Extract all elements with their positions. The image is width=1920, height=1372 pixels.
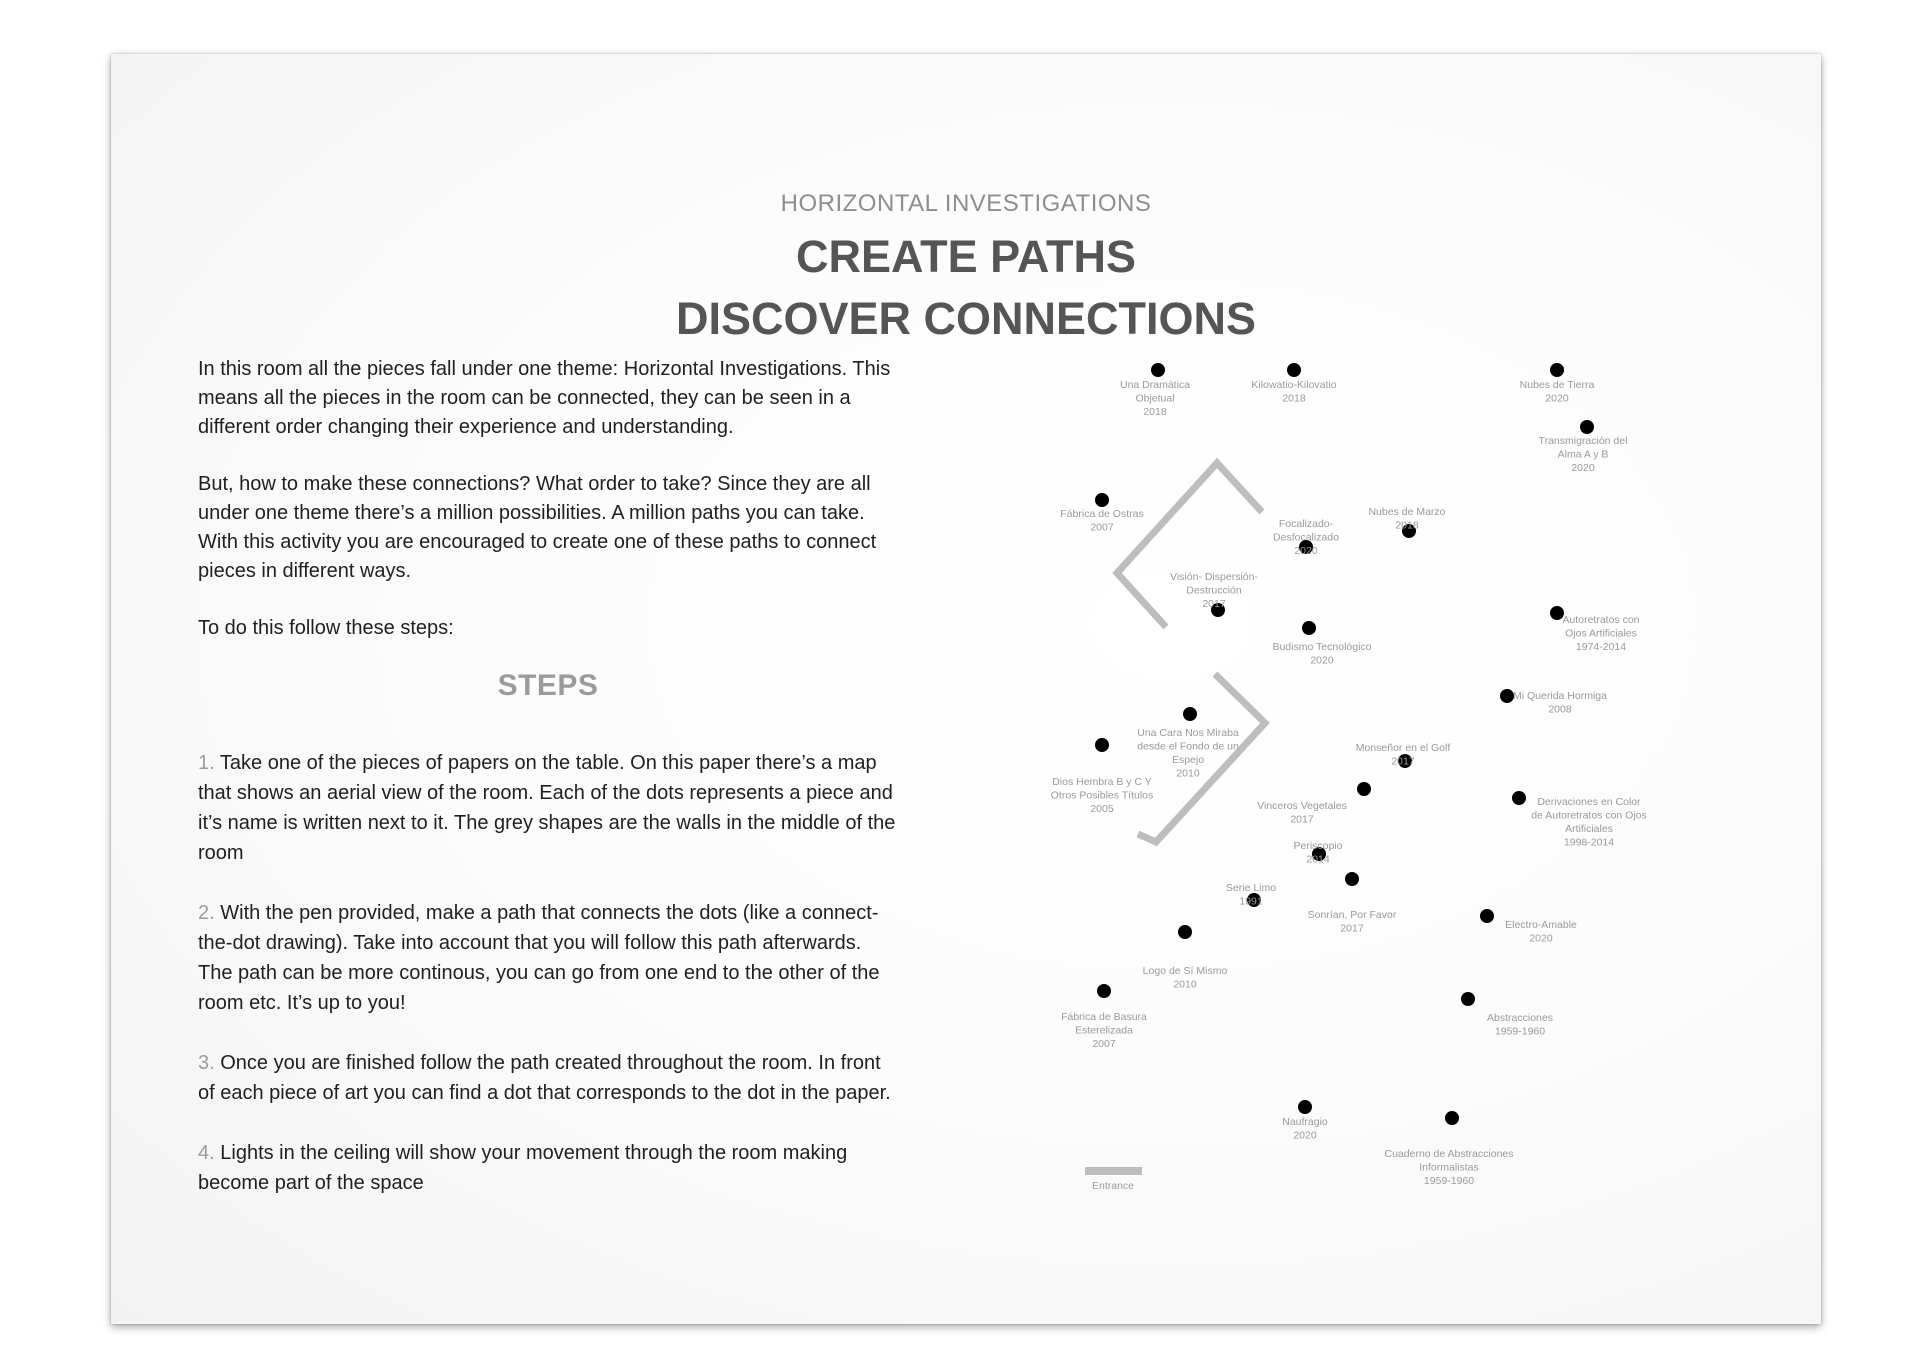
entrance-label: Entrance <box>1091 1180 1135 1192</box>
intro-paragraph-1: In this room all the pieces fall under one theme: Horizontal Investigations. This means all the pieces in the room can be connected, they can be seen in a different order changing their experience and understanding. <box>198 358 891 438</box>
piece-label: Alma A y B <box>1557 448 1609 461</box>
piece-dot <box>1095 493 1109 507</box>
step-text: With the pen provided, make a path that connects the dots (like a connect-the-dot drawing). Take into account that you will follow this path afterwards. The path can be more continous, you can go from one end to the other of the room etc. It’s up to you! <box>198 902 880 1014</box>
piece-label: 2020 <box>1293 1129 1317 1142</box>
piece-dot <box>1095 738 1109 752</box>
piece-label: 2018 <box>1282 392 1306 405</box>
map-piece <box>1368 506 1445 538</box>
piece-dot <box>1512 791 1526 805</box>
piece-label: 2018 <box>1143 406 1167 418</box>
piece-label: desde el Fondo de un <box>1137 740 1239 753</box>
piece-label: Visión- Dispersión- <box>1170 571 1258 583</box>
piece-dot <box>1550 363 1564 377</box>
piece-label: Sonrían, Por Favor <box>1307 909 1397 921</box>
map-piece <box>1293 840 1342 866</box>
map-piece <box>1272 621 1371 667</box>
piece-dot <box>1097 984 1111 998</box>
piece-label: Fábrica de Basura <box>1061 1011 1147 1023</box>
piece-label: Una Dramática <box>1119 379 1191 391</box>
piece-label: Transmigración del <box>1538 435 1628 447</box>
piece-label: Focalizado- <box>1278 518 1334 530</box>
map-piece <box>1385 1111 1514 1187</box>
piece-label: Vinceros Vegetales <box>1257 800 1347 812</box>
piece-label: 2020 <box>1310 654 1334 667</box>
piece-label: Ojos Artificiales <box>1565 627 1637 640</box>
piece-dot <box>1445 1111 1459 1125</box>
piece-label: Serie Limo <box>1225 882 1277 894</box>
piece-label: 2010 <box>1176 767 1200 780</box>
piece-label: Informalistas <box>1419 1161 1479 1174</box>
map-piece <box>1308 872 1397 935</box>
map-piece <box>1539 420 1628 474</box>
map-piece <box>1550 606 1640 653</box>
piece-dot <box>1580 420 1594 434</box>
map-piece <box>1061 984 1147 1050</box>
piece-label: 2020 <box>1529 932 1553 945</box>
piece-label: 1991 <box>1239 895 1263 908</box>
map-piece <box>1060 493 1143 534</box>
piece-dot <box>1500 689 1514 703</box>
piece-label: Espejo <box>1171 754 1205 766</box>
map-piece <box>1356 742 1451 768</box>
piece-label: 2005 <box>1090 803 1114 815</box>
step-number: 2. <box>198 902 215 924</box>
map-piece <box>1120 363 1190 418</box>
step-number: 3. <box>198 1052 215 1074</box>
piece-dot <box>1357 782 1371 796</box>
map-piece <box>1226 882 1276 908</box>
map-piece <box>1251 363 1336 405</box>
piece-label: Mi Querida Hormiga <box>1513 690 1607 702</box>
piece-label: Dios Hembra B y C Y <box>1052 776 1152 788</box>
piece-dot <box>1480 909 1494 923</box>
piece-label: 2020 <box>1571 462 1595 474</box>
piece-label: 2020 <box>1545 392 1569 405</box>
intro-paragraph-2: But, how to make these connections? What order to take? Since they are all under one theme there’s a million possibilities. A million paths you can take. With this activity you are encouraged to create one of these paths to connect pieces in different ways. <box>198 473 877 582</box>
piece-label: 2020 <box>1294 545 1318 557</box>
piece-label: Nubes de Tierra <box>1519 379 1595 391</box>
map-piece <box>1500 689 1607 716</box>
piece-dot <box>1287 363 1301 377</box>
piece-label: Logo de Sí Mismo <box>1142 965 1228 977</box>
piece-label: 2017 <box>1340 922 1364 935</box>
piece-label: 2007 <box>1092 1038 1116 1050</box>
piece-label: 2017 <box>1290 813 1314 826</box>
piece-label: 2008 <box>1548 703 1572 716</box>
piece-label: 2017 <box>1391 755 1415 768</box>
piece-label: 1998-2014 <box>1563 836 1615 849</box>
piece-dot <box>1302 621 1316 635</box>
intro-paragraph-3: To do this follow these steps: <box>198 617 454 639</box>
map-piece <box>1461 992 1553 1038</box>
piece-dot <box>1298 1100 1312 1114</box>
step-text: Once you are finished follow the path created throughout the room. In front of each piece of art you can find a dot that corresponds to the dot in the paper. <box>198 1052 891 1104</box>
piece-label: Autoretratos con <box>1562 614 1640 626</box>
piece-label: Periscopio <box>1293 840 1343 852</box>
step-number: 1. <box>198 752 215 774</box>
kicker-text: HORIZONTAL INVESTIGATIONS <box>780 190 1152 217</box>
piece-label: Kilowatio-Kilovatio <box>1251 379 1337 391</box>
piece-dot <box>1183 707 1197 721</box>
map-piece <box>1257 782 1371 826</box>
piece-label: Abstracciones <box>1487 1012 1553 1024</box>
piece-dot <box>1461 992 1475 1006</box>
piece-label: 2018 <box>1395 519 1419 532</box>
piece-label: 2017 <box>1202 598 1226 610</box>
step-number: 4. <box>198 1142 215 1164</box>
piece-label: 2007 <box>1090 521 1114 534</box>
piece-label: Cuaderno de Abstracciones <box>1384 1148 1514 1160</box>
piece-label: 1974-2014 <box>1575 641 1627 653</box>
piece-label: Esterelizada <box>1075 1024 1133 1037</box>
piece-label: Destrucción <box>1186 584 1242 597</box>
piece-label: Budismo Tecnológico <box>1272 641 1372 653</box>
piece-label: Otros Posibles Títulos <box>1050 789 1154 802</box>
piece-dot <box>1178 925 1192 939</box>
map-piece <box>1512 791 1647 849</box>
activity-sheet <box>111 54 1821 1324</box>
piece-label: Naufragio <box>1282 1116 1328 1128</box>
room-map <box>111 54 1821 1324</box>
piece-label: Nubes de Marzo <box>1368 506 1446 518</box>
piece-label: Derivaciones en Color <box>1537 796 1641 808</box>
step-text: Lights in the ceiling will show your movement through the room making become part of the space <box>198 1142 848 1194</box>
map-piece <box>1480 909 1577 945</box>
piece-label: Fábrica de Ostras <box>1060 508 1144 520</box>
piece-label: 2014 <box>1306 853 1330 866</box>
walls <box>1085 463 1265 1171</box>
piece-label: 1959-1960 <box>1423 1175 1475 1187</box>
piece-label: Objetual <box>1135 392 1175 405</box>
step-text: Take one of the pieces of papers on the table. On this paper there’s a map that shows an aerial view of the room. Each of the dots represents a piece and it’s name is written next to it. The grey shapes are the walls in the middle of the room <box>198 752 896 864</box>
piece-label: Una Cara Nos Miraba <box>1137 727 1239 739</box>
title-line-1: CREATE PATHS <box>795 231 1136 282</box>
piece-label: Artificiales <box>1565 823 1613 835</box>
pieces-layer <box>1051 363 1647 1187</box>
piece-dot <box>1151 363 1165 377</box>
piece-label: de Autoretratos con Ojos <box>1531 809 1647 822</box>
map-piece <box>1143 925 1228 991</box>
map-piece <box>1273 518 1339 557</box>
piece-label: Electro-Amable <box>1505 919 1577 931</box>
map-piece <box>1282 1100 1328 1142</box>
piece-dot <box>1345 872 1359 886</box>
piece-label: 1959-1960 <box>1494 1025 1546 1038</box>
upper-wall <box>1117 463 1262 627</box>
map-piece <box>1520 363 1595 405</box>
steps-heading: STEPS <box>497 669 599 702</box>
piece-label: 2010 <box>1173 978 1197 991</box>
piece-label: Desfocalizado <box>1273 531 1339 544</box>
title-line-2: DISCOVER CONNECTIONS <box>675 293 1257 344</box>
map-piece <box>1170 571 1258 617</box>
piece-label: Monseñor en el Golf <box>1355 742 1451 754</box>
